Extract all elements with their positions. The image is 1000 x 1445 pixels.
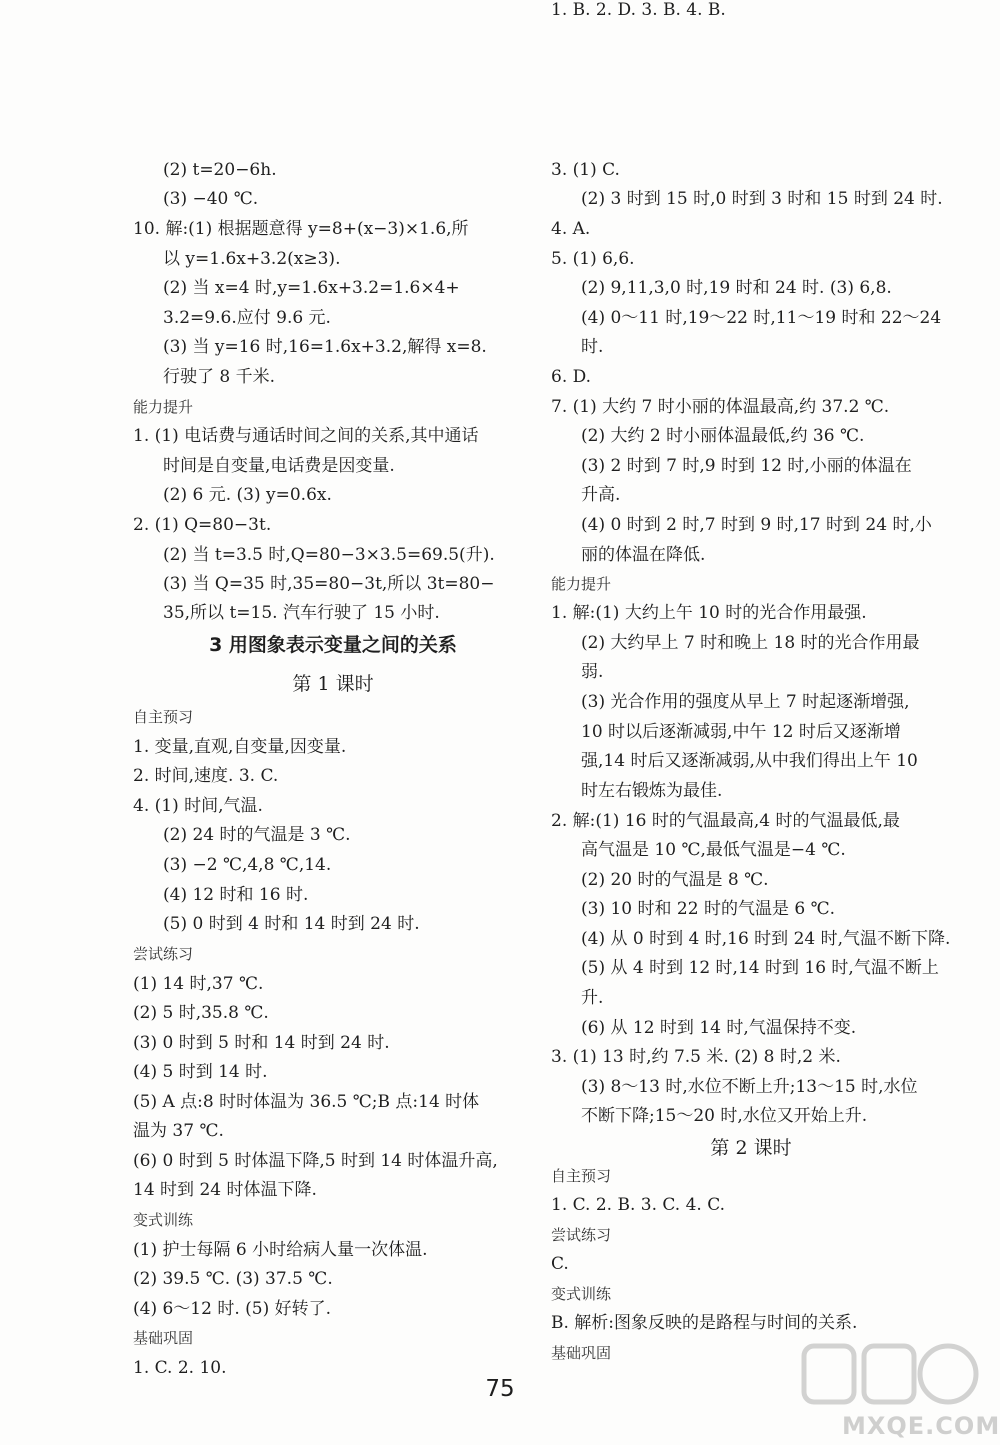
answer-line: 1. B. 2. D. 3. B. 4. B.	[551, 0, 726, 20]
answer-line: B. 解析:图象反映的是路程与时间的关系.	[551, 1313, 858, 1333]
answer-line: 时左右锻炼为最佳.	[581, 781, 723, 801]
section-heading: 变式训练	[133, 1211, 194, 1229]
answer-line: (3) 10 时和 22 时的气温是 6 ℃.	[581, 899, 836, 919]
section-heading: 能力提升	[133, 398, 194, 416]
answer-line: 1. 解:(1) 大约上午 10 时的光合作用最强.	[551, 603, 867, 623]
answer-line: (3) 2 时到 7 时,9 时到 12 时,小丽的体温在	[581, 456, 912, 476]
answer-line: 2. 解:(1) 16 时的气温最高,4 时的气温最低,最	[551, 811, 900, 831]
answer-line: (2) 3 时到 15 时,0 时到 3 时和 15 时到 24 时.	[581, 189, 943, 209]
answer-line: (2) 大约 2 时小丽体温最低,约 36 ℃.	[581, 426, 865, 446]
answer-line: (2) 6 元. (3) y=0.6x.	[163, 485, 332, 505]
answer-line: 10. 解:(1) 根据题意得 y=8+(x−3)×1.6,所	[133, 219, 469, 239]
answer-line: (2) 24 时的气温是 3 ℃.	[163, 825, 351, 845]
answer-line: (6) 从 12 时到 14 时,气温保持不变.	[581, 1018, 857, 1038]
answer-line: (5) A 点:8 时时体温为 36.5 ℃;B 点:14 时体	[133, 1092, 480, 1112]
answer-line: (5) 从 4 时到 12 时,14 时到 16 时,气温不断上	[581, 958, 939, 978]
answer-line: (3) 0 时到 5 时和 14 时到 24 时.	[133, 1033, 390, 1053]
answer-line: (2) t=20−6h.	[163, 160, 277, 180]
answer-line: 强,14 时后又逐渐减弱,从中我们得出上午 10	[581, 751, 918, 771]
answer-line: 10 时以后逐渐减弱,中午 12 时后又逐渐增	[581, 722, 901, 742]
answer-line: 升高.	[581, 485, 621, 505]
answer-line: (2) 当 x=4 时,y=1.6x+3.2=1.6×4+	[163, 278, 460, 298]
answer-line: 35,所以 t=15. 汽车行驶了 15 小时.	[163, 603, 440, 623]
answer-line: C.	[551, 1254, 569, 1274]
answer-line: (2) 大约早上 7 时和晚上 18 时的光合作用最	[581, 633, 920, 653]
section-heading: 基础巩固	[551, 1344, 612, 1362]
answer-line: (3) −2 ℃,4,8 ℃,14.	[163, 855, 332, 875]
answer-line: 5. (1) 6,6.	[551, 249, 635, 269]
answer-line: 4. (1) 时间,气温.	[133, 796, 263, 816]
answer-line: (4) 12 时和 16 时.	[163, 885, 309, 905]
answer-line: (4) 6～12 时. (5) 好转了.	[133, 1299, 332, 1319]
section-heading: 基础巩固	[133, 1329, 194, 1347]
answer-line: 温为 37 ℃.	[133, 1121, 224, 1141]
answer-line: 时间是自变量,电话费是因变量.	[163, 456, 395, 476]
answer-line: 1. 变量,直观,自变量,因变量.	[133, 737, 347, 757]
section-heading: 能力提升	[551, 575, 612, 593]
answer-line: 1. (1) 电话费与通话时间之间的关系,其中通话	[133, 426, 479, 446]
answer-line: (2) 39.5 ℃. (3) 37.5 ℃.	[133, 1269, 333, 1289]
answer-line: (3) 8～13 时,水位不断上升;13～15 时,水位	[581, 1077, 918, 1097]
section-heading: 自主预习	[133, 708, 194, 726]
answer-line: 时.	[581, 337, 604, 357]
section-heading: 自主预习	[551, 1167, 612, 1185]
answer-line: (3) 光合作用的强度从早上 7 时起逐渐增强,	[581, 692, 910, 712]
answer-line: (4) 0 时到 2 时,7 时到 9 时,17 时到 24 时,小	[581, 515, 932, 535]
answer-line: (3) 当 Q=35 时,35=80−3t,所以 3t=80−	[163, 574, 495, 594]
answer-line: 弱.	[581, 662, 604, 682]
answer-line: 行驶了 8 千米.	[163, 367, 276, 387]
answer-line: 2. 时间,速度. 3. C.	[133, 766, 279, 786]
section-heading: 变式训练	[551, 1285, 612, 1303]
answer-line: (4) 从 0 时到 4 时,16 时到 24 时,气温不断下降.	[581, 929, 951, 949]
answer-line: (6) 0 时到 5 时体温下降,5 时到 14 时体温升高,	[133, 1151, 498, 1171]
section-heading: 尝试练习	[551, 1226, 612, 1244]
answer-line: 2. (1) Q=80−3t.	[133, 515, 272, 535]
answer-line: (3) −40 ℃.	[163, 189, 259, 209]
answer-line: 丽的体温在降低.	[581, 545, 706, 565]
answer-line: (2) 5 时,35.8 ℃.	[133, 1003, 269, 1023]
answer-line: 3. (1) 13 时,约 7.5 米. (2) 8 时,2 米.	[551, 1047, 841, 1067]
answer-line: (1) 14 时,37 ℃.	[133, 974, 264, 994]
answer-line: (2) 20 时的气温是 8 ℃.	[581, 870, 769, 890]
answer-line: 1. C. 2. B. 3. C. 4. C.	[551, 1195, 726, 1215]
answer-line: 7. (1) 大约 7 时小丽的体温最高,约 37.2 ℃.	[551, 397, 890, 417]
answer-line: 不断下降;15～20 时,水位又开始上升.	[581, 1106, 868, 1126]
lesson-heading: 第 1 课时	[292, 673, 374, 695]
answer-line: 3.2=9.6.应付 9.6 元.	[163, 308, 331, 328]
section-heading: 尝试练习	[133, 945, 194, 963]
chapter-title: 3 用图象表示变量之间的关系	[209, 634, 457, 656]
answer-line: 4. A.	[551, 219, 591, 239]
answer-line: (3) 当 y=16 时,16=1.6x+3.2,解得 x=8.	[163, 337, 487, 357]
answer-line: (4) 5 时到 14 时.	[133, 1062, 268, 1082]
answer-line: (1) 护士每隔 6 小时给病人量一次体温.	[133, 1240, 428, 1260]
answer-line: 3. (1) C.	[551, 160, 620, 180]
answer-line: (2) 9,11,3,0 时,19 时和 24 时. (3) 6,8.	[581, 278, 892, 298]
answer-line: 1. C. 2. 10.	[133, 1358, 227, 1378]
answer-line: (5) 0 时到 4 时和 14 时到 24 时.	[163, 914, 420, 934]
answer-line: 6. D.	[551, 367, 592, 387]
answer-line: 以 y=1.6x+3.2(x≥3).	[163, 249, 341, 269]
answer-line: 升.	[581, 988, 604, 1008]
answer-line: (4) 0～11 时,19～22 时,11～19 时和 22～24	[581, 308, 942, 328]
page-number: 75	[485, 1376, 515, 1402]
lesson-heading: 第 2 课时	[710, 1137, 792, 1159]
answer-line: 高气温是 10 ℃,最低气温是−4 ℃.	[581, 840, 846, 860]
answer-line: 14 时到 24 时体温下降.	[133, 1180, 317, 1200]
answer-line: (2) 当 t=3.5 时,Q=80−3×3.5=69.5(升).	[163, 545, 495, 565]
watermark-text: MXQE.COM	[842, 1412, 1000, 1440]
